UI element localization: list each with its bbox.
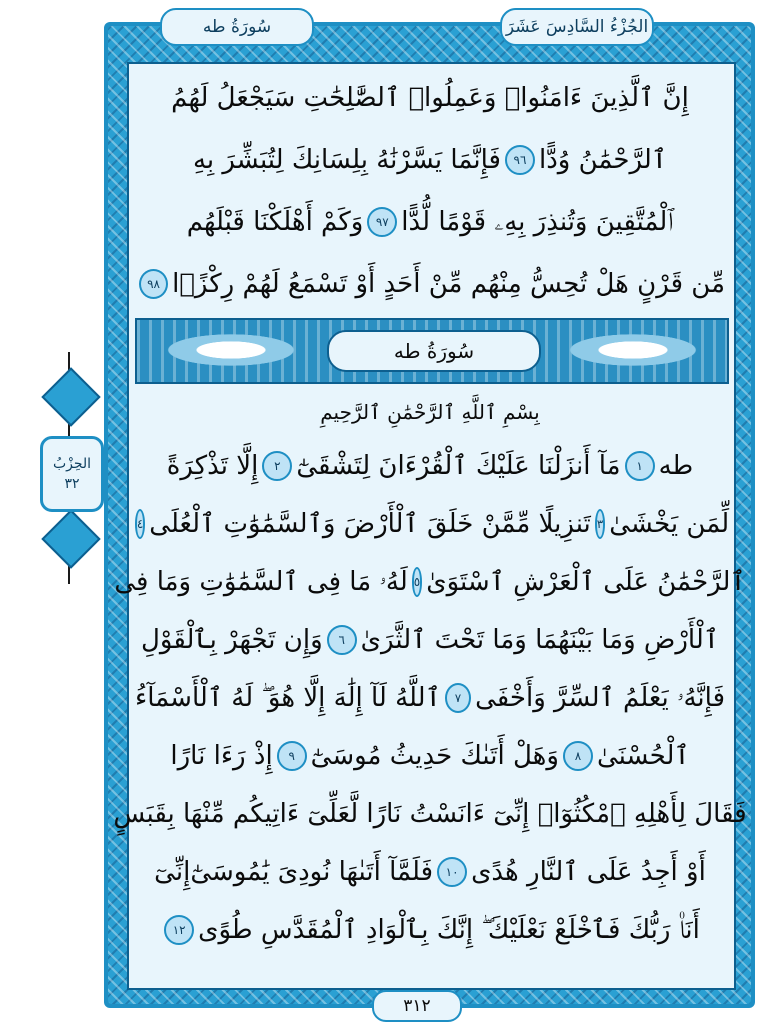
hizb-box — [40, 436, 104, 512]
header-juz-name — [500, 8, 654, 46]
page-number-text: ٣١٢ — [403, 996, 431, 1016]
verse-line — [114, 552, 746, 612]
verse-line — [135, 610, 725, 670]
hizb-number: ٣٢ — [64, 476, 80, 492]
verse-line — [135, 900, 725, 960]
basmala — [135, 392, 725, 432]
verse-text: ٱلرَّحْمَٰنُ وُدًّا — [538, 145, 668, 175]
verse-text: فَقَالَ لِأَهْلِهِ ٱمْكُثُوٓا۟ إِنِّىٓ ءَانَسْتُ نَارًا لَّعَلِّىٓ ءَاتِيكُم مِّنْهَا بِقَبَسٍ — [113, 799, 747, 829]
verse-line — [135, 192, 725, 252]
verse-line — [135, 726, 725, 786]
verse-text: لِّمَن يَخْشَىٰ — [609, 509, 730, 539]
surah-title — [327, 330, 541, 372]
ayah-marker: ٩٨ — [139, 269, 168, 299]
verse-text: وَإِن تَجْهَرْ بِٱلْقَوْلِ — [141, 625, 323, 655]
hizb-marker — [38, 352, 100, 584]
ayah-marker: ٩٦ — [505, 145, 535, 175]
verse-text: أَوْ أَجِدُ عَلَى ٱلنَّارِ هُدًى — [471, 857, 706, 887]
verse-line — [113, 784, 747, 844]
verse-text: إِلَّا تَذْكِرَةً — [166, 451, 259, 481]
verse-text: وَهَلْ أَتَىٰكَ حَدِيثُ مُوسَىٰٓ — [310, 741, 559, 771]
verse-line — [135, 842, 725, 902]
verse-text: تَنزِيلًا مِّمَّنْ خَلَقَ ٱلْأَرْضَ وَٱلسَّمَٰوَٰتِ ٱلْعُلَى — [149, 509, 591, 539]
hizb-label: الحِزْبُ — [52, 456, 92, 472]
verse-text: طه — [658, 451, 694, 481]
ayah-marker: ١٢ — [164, 915, 194, 945]
verse-text: فَلَمَّآ أَتَىٰهَا نُودِىَ يَٰمُوسَىٰٓ — [190, 857, 434, 887]
verse-text: إِنِّىٓ — [154, 857, 191, 887]
floral-ornament-icon — [553, 330, 713, 370]
ornament-diamond-icon — [41, 509, 100, 568]
verse-text: إِنَّ ٱلَّذِينَ ءَامَنُوا۟ وَعَمِلُوا۟ ٱلصَّٰلِحَٰتِ سَيَجْعَلُ لَهُمُ — [171, 83, 689, 113]
header-juz-label: الجُزْءُ السَّادِسَ عَشَرَ — [505, 17, 649, 37]
ayah-marker: ٧ — [445, 683, 471, 713]
header-surah-label: سُورَةُ طه — [202, 17, 272, 37]
header-surah-name — [160, 8, 314, 46]
ornament-diamond-icon — [41, 367, 100, 426]
verse-text: ٱلْمُتَّقِينَ وَتُنذِرَ بِهِۦ قَوْمًا لُّدًّا — [401, 206, 674, 237]
verse-line — [135, 494, 730, 554]
verse-text: فَإِنَّمَا يَسَّرْنَٰهُ بِلِسَانِكَ لِتُبَشِّرَ بِهِ — [192, 145, 501, 175]
verse-line — [135, 130, 725, 190]
verse-line — [135, 254, 725, 314]
verse-line — [135, 668, 725, 728]
ayah-marker: ٩ — [277, 741, 307, 771]
verse-text: ٱللَّهُ لَآ إِلَٰهَ إِلَّا هُوَ ۖ لَهُ ٱلْأَسْمَآءُ — [135, 682, 441, 713]
page-number — [372, 990, 462, 1022]
verse-line — [135, 68, 725, 128]
ayah-marker: ٤ — [135, 509, 145, 539]
verse-line — [135, 436, 725, 496]
verse-text: وَكَمْ أَهْلَكْنَا قَبْلَهُم — [186, 207, 364, 237]
ayah-marker: ٦ — [327, 625, 357, 655]
basmala-text: بِسْمِ ٱللَّهِ ٱلرَّحْمَٰنِ ٱلرَّحِيمِ — [320, 400, 540, 424]
verse-text: لَهُۥ مَا فِى ٱلسَّمَٰوَٰتِ وَمَا فِى — [114, 566, 408, 597]
ayah-marker: ١ — [625, 451, 655, 481]
verse-text: أَنَا۠ رَبُّكَ فَٱخْلَعْ نَعْلَيْكَ ۖ إِنَّكَ بِٱلْوَادِ ٱلْمُقَدَّسِ طُوًى — [198, 914, 700, 945]
verse-text: ٱلرَّحْمَٰنُ عَلَى ٱلْعَرْشِ ٱسْتَوَىٰ — [426, 567, 746, 597]
ayah-marker: ٢ — [262, 451, 292, 481]
verse-text: مِّن قَرْنٍ هَلْ تُحِسُّ مِنْهُم مِّنْ أَحَدٍ أَوْ تَسْمَعُ لَهُمْ رِكْزًۢا — [172, 269, 725, 299]
ayah-marker: ٣ — [595, 509, 605, 539]
ayah-marker: ١٠ — [437, 857, 467, 887]
verse-text: فَإِنَّهُۥ يَعْلَمُ ٱلسِّرَّ وَأَخْفَى — [475, 682, 725, 713]
surah-banner — [135, 318, 729, 384]
verse-text: إِذْ رَءَا نَارًا — [170, 741, 273, 771]
floral-ornament-icon — [151, 330, 311, 370]
surah-title-text: سُورَةُ طه — [393, 339, 475, 363]
ayah-marker: ٥ — [412, 567, 422, 597]
verse-text: ٱلْحُسْنَىٰ — [596, 741, 690, 771]
verse-text: مَآ أَنزَلْنَا عَلَيْكَ ٱلْقُرْءَانَ لِتَشْقَىٰٓ — [296, 451, 621, 481]
ayah-marker: ٩٧ — [367, 207, 397, 237]
ayah-marker: ٨ — [563, 741, 593, 771]
verse-text: ٱلْأَرْضِ وَمَا بَيْنَهُمَا وَمَا تَحْتَ ٱلثَّرَىٰ — [360, 625, 719, 655]
